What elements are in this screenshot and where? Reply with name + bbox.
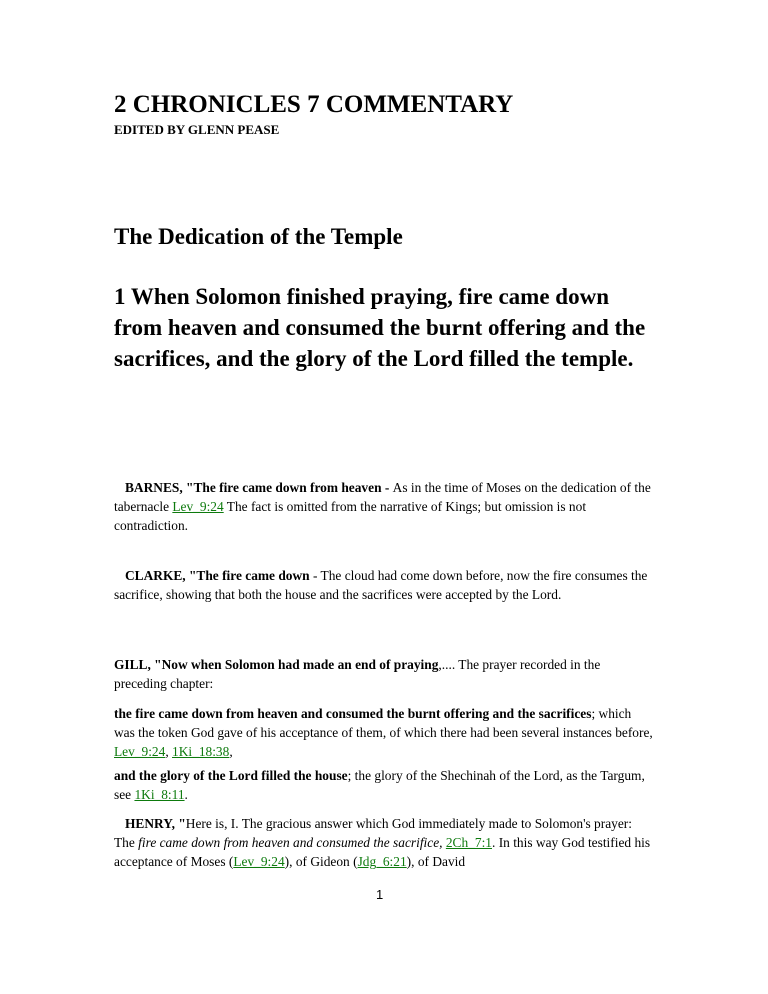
barnes-ref-link[interactable]: Lev_9:24 [172,499,224,514]
gill-paragraph-3 [114,766,654,804]
verse-text: 1 When Solomon finished praying, fire came down from heaven and consumed the burnt offering and the sacrifices, and the glory of the Lord filled the temple. [114,284,646,371]
section-heading: The Dedication of the Temple [114,224,403,249]
henry-lead: HENRY, " [125,816,186,831]
barnes-lead: BARNES, "The fire came down from heaven - [125,480,393,495]
henry-text-2: . In this way God testified his acceptance of Moses ( [114,835,651,869]
gill-p2-end: , [229,744,233,759]
gill-ref-link-2[interactable]: 1Ki_18:38 [172,744,230,759]
henry-ref-link-3[interactable]: Jdg_6:21 [357,854,407,869]
gill-paragraph-2 [114,704,654,761]
henry-italic: fire came down from heaven and consumed the sacrifice, [138,835,443,850]
barnes-commentary [114,478,654,535]
clarke-lead: CLARKE, "The fire came down [125,568,310,583]
gill-p3-text: ; the glory of the Shechinah of the Lord, as the Targum, see [114,768,645,802]
barnes-text: As in the time of Moses on the dedication of the tabernacle [114,480,651,514]
gill-p3-bold: and the glory of the Lord filled the house [114,768,348,783]
henry-ref-link-2[interactable]: Lev_9:24 [233,854,285,869]
clarke-text: - The cloud had come down before, now the fire consumes the sacrifice, showing that both the house and the sacrifices were accepted by the Lord. [114,568,648,602]
henry-commentary [114,814,654,871]
gill-lead: GILL, "Now when Solomon had made an end of praying [114,657,439,672]
barnes-text-cont: The fact is omitted from the narrative of Kings; but omission is not contradiction. [114,499,587,533]
henry-text: Here is, I. The gracious answer which God immediately made to Solomon's prayer: The [114,816,632,850]
gill-ref-separator: , [165,744,173,759]
gill-p3-end: . [184,787,188,802]
page-number: 1 [376,887,384,902]
gill-ref-link-1[interactable]: Lev_9:24 [114,744,166,759]
henry-text-3: ), of Gideon ( [284,854,358,869]
henry-text-4: ), of David [406,854,466,869]
gill-commentary [114,655,654,693]
document-title: 2 CHRONICLES 7 COMMENTARY [114,91,514,118]
gill-p2-text: ; which was the token God gave of his acceptance of them, of which there had been several instances before, [114,706,653,740]
henry-ref-link-1[interactable]: 2Ch_7:1 [445,835,492,850]
gill-p2-bold: the fire came down from heaven and consumed the burnt offering and the sacrifices [114,706,592,721]
editor-credit: EDITED BY GLENN PEASE [114,122,280,137]
gill-ref-link-3[interactable]: 1Ki_8:11 [134,787,185,802]
clarke-commentary [114,566,654,604]
gill-text: ,.... The prayer recorded in the preceding chapter: [114,657,601,691]
